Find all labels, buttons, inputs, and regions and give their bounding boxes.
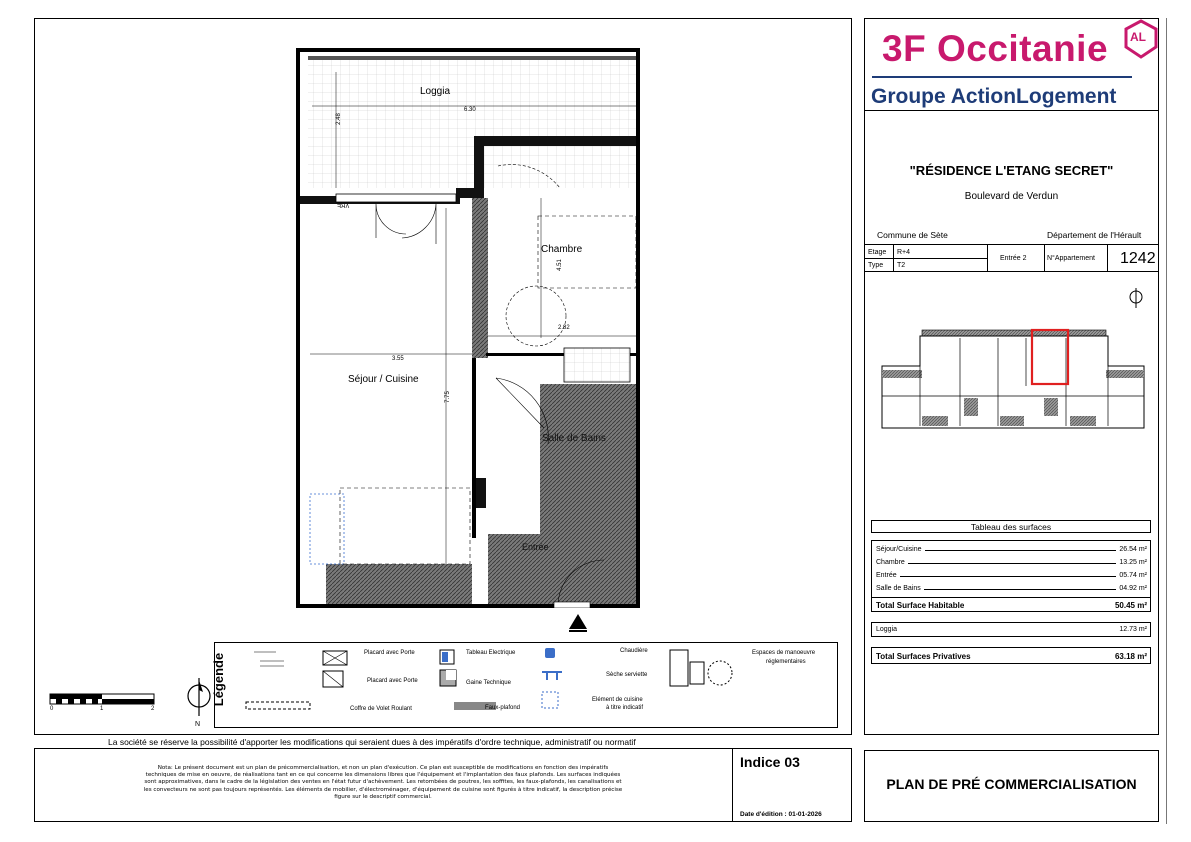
surface-row-value: 05.74 m² xyxy=(1119,572,1147,579)
total-priv-label: Total Surfaces Privatives xyxy=(876,652,971,661)
apt-grid-line xyxy=(864,258,987,259)
note-line: figure sur le descriptif commercial. xyxy=(334,793,432,800)
total-hab-value: 50.45 m² xyxy=(1114,601,1147,610)
legend-item-coffre: Coffre de Volet Roulant xyxy=(350,706,412,712)
logo-divider xyxy=(864,110,1159,111)
floor-plan xyxy=(296,48,646,608)
apt-grid-line xyxy=(893,244,894,272)
legend-item-tableau: Tableau Electrique xyxy=(466,650,516,656)
dim-chambre-height: 4.51 xyxy=(556,259,563,271)
legend-item-gaine: Gaine Technique xyxy=(466,680,511,686)
note-line: techniques de mise en oeuvre, de réalisations tant en ce qui concerne les dimensions libres que l'équipement et l'implantation des faux plafonds. Les surfaces indiquées xyxy=(145,772,621,779)
dim-loggia-width: 6.30 xyxy=(464,107,476,113)
residence-name: "RÉSIDENCE L'ETANG SECRET" xyxy=(909,163,1114,178)
brand-name: 3F Occitanie xyxy=(882,28,1109,69)
loggia-value: 12.73 m² xyxy=(1119,626,1147,633)
brand-badge-text: AL xyxy=(1130,30,1146,44)
disclaimer: La société se réserve la possibilité d'apporter les modifications qui seraient dues à des impératifs d'ordre technique, administratif ou normatif xyxy=(108,737,636,747)
legend-item-placard-2: Placard avec Porte xyxy=(367,678,418,684)
dim-chambre-width: 2.82 xyxy=(558,325,570,331)
indice-label: Indice 03 xyxy=(740,754,800,770)
legend-symbols xyxy=(240,646,740,726)
vre-label: VRE xyxy=(337,202,350,208)
surface-row xyxy=(872,570,1150,581)
leader-line xyxy=(900,576,1117,577)
total-priv-box xyxy=(871,647,1151,664)
entree-value: Entrée 2 xyxy=(1000,255,1027,262)
brand-rule xyxy=(872,76,1132,78)
note-line: les convecteurs ne sont pas toujours représentés. Les éléments de mobilier, d'électroménager, d'équipement de cuisine sont figurés à titre indicatif, la description précise xyxy=(143,786,623,793)
surface-row xyxy=(872,583,1150,594)
surfaces-title: Tableau des surfaces xyxy=(970,522,1052,532)
entrance-arrow-icon xyxy=(568,613,588,633)
legend-item-seche: Sèche serviette xyxy=(606,672,648,678)
legend-item-cuisine-1: Elément de cuisine xyxy=(592,697,643,703)
apt-num-value: 1242 xyxy=(1120,250,1156,267)
leader-line xyxy=(925,550,1117,551)
dim-sejour-height: 7.75 xyxy=(444,391,451,403)
legend-item-placard-1: Placard avec Porte xyxy=(364,650,415,656)
scale-2: 2 xyxy=(151,706,155,712)
surfaces-rooms-box xyxy=(871,540,1151,612)
leader-line xyxy=(908,563,1117,564)
surface-row-label: Séjour/Cuisine xyxy=(876,546,922,553)
apt-num-label: N°Appartement xyxy=(1047,255,1095,262)
residence-commune: Commune de Sète xyxy=(877,230,948,240)
surface-row-value: 13.25 m² xyxy=(1119,559,1147,566)
date-edition: Date d'édition : 01-01-2026 xyxy=(740,811,822,818)
residence-address: Boulevard de Verdun xyxy=(964,191,1059,202)
note-line: sont approximatives, dans le cadre de la législation des ventes en l'état futur d'achèvement. Les retombées de poutres, les soffites, les faux-plafonds, les canalisations et xyxy=(144,779,622,786)
legend-item-faux-plafond: Faux-plafond xyxy=(485,705,521,711)
leader-line xyxy=(924,589,1117,590)
north-label: N xyxy=(195,721,201,728)
brand-group: Groupe ActionLogement xyxy=(871,85,1117,108)
surface-row-value: 26.54 m² xyxy=(1119,546,1147,553)
surface-row-label: Chambre xyxy=(876,559,905,566)
total-hab-label: Total Surface Habitable xyxy=(876,601,965,610)
legend-item-espaces-1: Espaces de manoeuvre xyxy=(752,650,816,656)
legend-title: Légende xyxy=(211,652,227,707)
scale-1: 1 xyxy=(100,706,104,712)
type-label: Type xyxy=(868,262,884,269)
surface-row-label: Salle de Bains xyxy=(876,585,921,592)
surface-row-value: 04.92 m² xyxy=(1119,585,1147,592)
north-arrow-small-icon xyxy=(1128,286,1144,316)
loggia-label: Loggia xyxy=(876,626,898,633)
dim-loggia-height: 2.48 xyxy=(335,113,342,125)
note-text xyxy=(40,765,726,801)
etage-value: R+4 xyxy=(897,249,911,256)
room-label-loggia: Loggia xyxy=(420,86,451,97)
surface-row xyxy=(872,544,1150,555)
right-edge-line xyxy=(1166,18,1167,824)
loggia-box xyxy=(871,622,1151,637)
total-hab-row xyxy=(872,597,1150,613)
room-label-sdb: Salle de Bains xyxy=(542,433,606,444)
apt-grid-line xyxy=(1044,244,1045,272)
key-plan xyxy=(880,326,1146,434)
legend-item-chaudiere: Chaudière xyxy=(620,648,648,654)
note-line: Nota: Le présent document est un plan de précommercialisation, et non un plan d'exécution. Ce plan est susceptible de modifications en fonction des impératifs xyxy=(157,765,609,771)
north-arrow-icon xyxy=(186,676,212,722)
surface-row xyxy=(872,557,1150,568)
room-label-chambre: Chambre xyxy=(541,244,583,255)
total-priv-value: 63.18 m² xyxy=(1114,652,1147,661)
apt-grid-line xyxy=(987,244,988,272)
scale-0: 0 xyxy=(50,706,54,712)
legend-item-espaces-2: réglementaires xyxy=(766,659,806,665)
apt-grid-line xyxy=(1107,244,1108,272)
room-label-entree: Entrée xyxy=(522,542,549,552)
type-value: T2 xyxy=(897,262,906,269)
plan-title: PLAN DE PRÉ COMMERCIALISATION xyxy=(886,776,1137,792)
dim-sejour-width: 3.55 xyxy=(392,356,404,362)
residence-departement: Département de l'Hérault xyxy=(1047,230,1142,240)
room-label-sejour: Séjour / Cuisine xyxy=(348,374,419,385)
surface-row-label: Entrée xyxy=(876,572,897,579)
etage-label: Etage xyxy=(868,249,887,256)
legend-item-cuisine-2: à titre indicatif xyxy=(606,705,644,711)
